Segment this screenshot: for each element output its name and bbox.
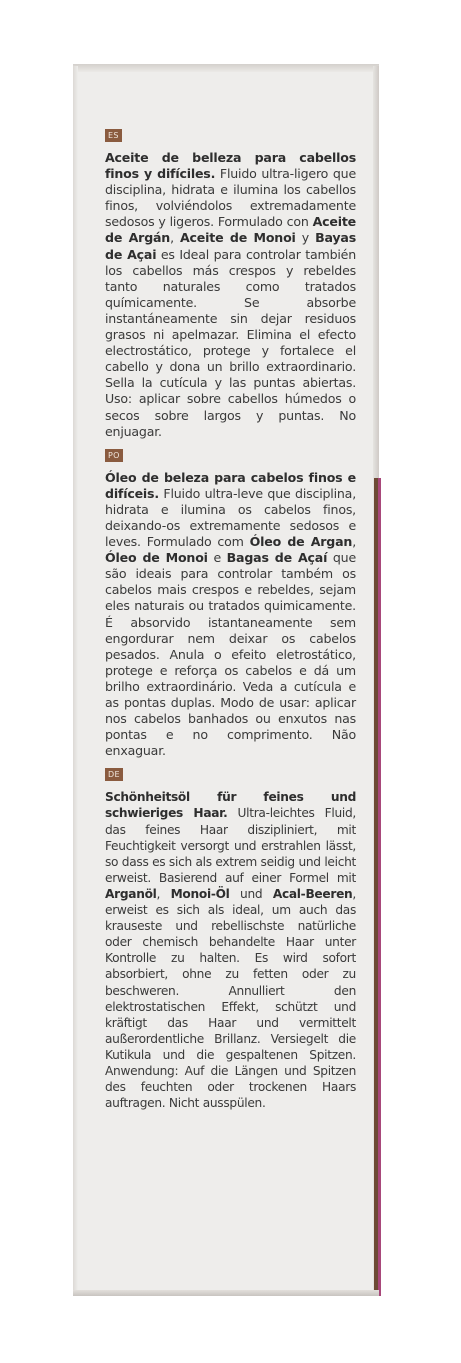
text-run: , xyxy=(170,230,180,246)
text-run: , xyxy=(156,886,171,901)
section-es xyxy=(105,126,356,440)
language-tag-po: PO xyxy=(105,449,123,462)
box-edge-pink-stripe xyxy=(378,478,381,1296)
text-run: que são ideais para controlar também os cabelos mais crespos e rebeldes, sejam eles naturais ou tratados quimicamente. É absorvido istantaneamente sem engordurar nem deixar os cabelos pesados. Anula o efeito eletrostático, protege e reforça os cabelos e dá um brilho extraordinário. Veda a cutícula e as pontas duplas. Modo de usar: aplicar nos cabelos banhados ou enxutos nas pontas e no comprimento. Não enxaguar. xyxy=(105,550,357,759)
text-run: e xyxy=(207,550,227,566)
text-run: Monoi-Öl xyxy=(170,886,230,901)
language-tag-de: DE xyxy=(105,768,123,781)
description-po xyxy=(105,470,356,760)
text-run: Aceite de belleza para cabellos finos y difíciles. xyxy=(105,150,356,182)
box-bottom-edge xyxy=(73,1290,379,1296)
section-de xyxy=(105,765,356,1111)
text-run: Aceite de Monoi xyxy=(179,230,296,246)
text-run: Ultra-leichtes Fluid, das feines Haar diszipliniert, mit Feuchtigkeit versorgt und erstrahlen lässt, so dass es sich als extrem seidig und leicht erweist. Basierend auf einer Formel mit xyxy=(105,806,356,885)
box-left-edge xyxy=(73,66,78,1296)
text-run: Bagas de Açaí xyxy=(226,550,328,566)
language-tag-es: ES xyxy=(105,129,122,142)
text-run: , xyxy=(352,534,356,550)
label-text-block xyxy=(105,126,356,1111)
text-run: Óleo de Argan xyxy=(249,534,353,550)
text-run: es Ideal para controlar también los cabellos más crespos y rebeldes tanto naturales como tratados químicamente. Se absorbe instantáneamente sin dejar residuos grasos ni apelmazar. Elimina el efecto electrostático, protege y fortalece el cabello y dona un brillo extraordinario. Sella la cutícula y las puntas abiertas. Uso: aplicar sobre cabellos húmedos o secos sobre largos y puntas. No enjuagar. xyxy=(105,246,356,439)
text-run: und xyxy=(229,886,273,901)
section-po xyxy=(105,446,356,760)
text-run: Acal-Beeren xyxy=(272,886,353,901)
text-run: y xyxy=(295,230,316,246)
text-run: Fluido ultra-leve que disciplina, hidrata e ilumina os cabelos finos, deixando-os extremamente sedosos e leves. Formulado com xyxy=(105,485,356,550)
text-run: Óleo de beleza para cabelos finos e difíceis. xyxy=(105,469,356,501)
description-es xyxy=(105,150,356,440)
text-run: , erweist es sich als ideal, um auch das krauseste und rebellischste natürliche oder chemisch behandelte Haar unter Kontrolle zu halten. Es wird sofort absorbiert, ohne zu fetten oder zu beschweren. Annulliert den elektrostatischen Effekt, schützt und kräftigt das Haar und vermittelt außerordentliche Brillanz. Versiegelt die Kutikula und die gespaltenen Spitzen. Anwendung: Auf die Längen und Spitzen des feuchten oder trockenen Haars auftragen. Nicht ausspülen. xyxy=(105,886,356,1111)
text-run: Aceite de Argán xyxy=(105,214,356,246)
text-run: Bayas de Açai xyxy=(105,230,357,262)
text-run: Fluido ultra-ligero que disciplina, hidrata e ilumina los cabellos finos, volviéndolos extremadamente sedosos y ligeros. Formulado con xyxy=(105,166,357,230)
box-top-edge xyxy=(73,64,379,72)
description-de xyxy=(105,789,356,1111)
text-run: Óleo de Monoi xyxy=(105,550,208,566)
text-run: Arganöl xyxy=(105,886,157,901)
text-run: Schönheitsöl für feines und schwieriges Haar. xyxy=(105,790,356,821)
